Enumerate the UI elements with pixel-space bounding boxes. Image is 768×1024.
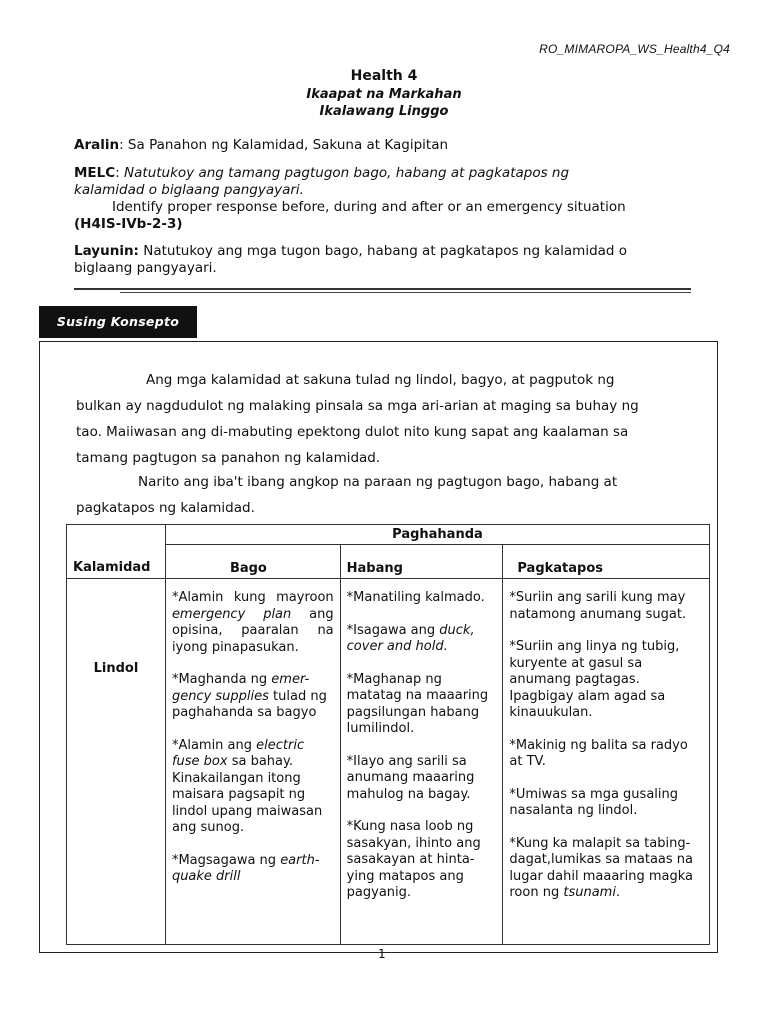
section-tag: Susing Konsepto [39,306,197,338]
intro-line: tamang pagtugon sa panahon ng kalamidad. [76,450,381,466]
layunin-block [74,243,704,277]
pagkatapos-header-cell [503,545,710,579]
habang-item: *Maghanap ng matatag na maaaring pagsilungan habang lumilindol. [346,671,489,736]
lindol-label: Lindol [93,661,139,676]
bago-item: *Alamin ang electric fuse box sa bahay. Kinakailangan itong maisara pagsapit ng lindol upang maiwasan ang sunog. [171,737,323,835]
habang-cell [340,579,503,945]
aralin-label: Aralin [74,137,120,153]
melc-code: (H4IS-IVb-2-3) [74,216,183,232]
quarter-title: Ikaapat na Markahan [306,87,462,102]
layunin-text-1: Natutukoy ang mga tugon bago, habang at pagkatapos ng kalamidad o [143,243,628,259]
divider-thin [120,292,691,293]
pagkatapos-cell [503,579,710,945]
melc-block [74,165,704,233]
melc-text-1: Natutukoy ang tamang pagtugon bago, habang at pagkatapos ng [124,165,570,181]
paghahanda-header: Paghahanda [392,527,483,542]
kalamidad-header-cell [67,525,166,579]
pagkatapos-header: Pagkatapos [517,561,604,576]
habang-header-cell [340,545,503,579]
aralin-text: : Sa Panahon ng Kalamidad, Sakuna at Kagipitan [119,137,449,153]
intro-paragraph-2 [76,469,716,521]
lindol-cell [67,579,166,945]
pagkatapos-item: *Suriin ang sarili kung may natamong anumang sugat. [509,590,687,622]
layunin-label: Layunin: [74,243,139,259]
intro-line: tao. Maiiwasan ang di-mabuting epektong dulot nito kung sapat ang kaalaman sa [76,424,629,440]
bago-cell [165,579,340,945]
paghahanda-header-cell [165,525,709,545]
intro-line: bulkan ay nagdudulot ng malaking pinsala sa mga ari-arian at maging sa buhay ng [76,398,639,414]
layunin-text-2: biglaang pangyayari. [74,260,217,276]
divider-thick [74,288,691,290]
melc-label: MELC [74,165,116,181]
intro-paragraph-1 [76,367,716,471]
bago-item: *Alamin kung mayroon emergency plan ang opisina, paaralan na iyong pinapasukan. [171,590,334,655]
bago-item: *Magsagawa ng earth-quake drill [171,852,320,884]
habang-item: *Kung nasa loob ng sasakyan, ihinto ang sasakayan at hinta-ying matapos ang pagyanig. [346,819,481,900]
bago-header: Bago [229,561,267,576]
intro-line: Ang mga kalamidad at sakuna tulad ng lindol, bagyo, at pagputok ng [146,372,615,388]
subject-title: Health 4 [350,68,418,84]
pagkatapos-item: *Makinig ng balita sa radyo at TV. [509,737,688,769]
kalamidad-header: Kalamidad [73,560,151,575]
week-title: Ikalawang Linggo [319,104,449,119]
melc-english: Identify proper response before, during and after or an emergency situation [112,199,626,215]
aralin-line [74,137,448,154]
pagkatapos-item: *Kung ka malapit sa tabing-dagat,lumikas sa mataas na lugar dahil maaaring magka roon ng tsunami. [509,835,694,900]
bago-header-cell [165,545,340,579]
document-code: RO_MIMAROPA_WS_Health4_Q4 [539,42,730,56]
intro-line: Narito ang iba't ibang angkop na paraan ng pagtugon bago, habang at [138,474,618,490]
bago-item: *Maghanda ng emer-gency supplies tulad ng paghahanda sa bagyo [171,672,327,720]
response-table [66,524,710,945]
melc-text-2: kalamidad o biglaang pangyayari. [74,182,304,198]
habang-item: *Isagawa ang duck, cover and hold. [346,622,475,654]
habang-header: Habang [346,561,403,576]
pagkatapos-item: *Suriin ang linya ng tubig, kuryente at gasul sa anumang pagtagas. Ipagbigay alam agad sa kinauukulan. [509,639,680,720]
page-number: 1 [378,947,386,961]
melc-colon: : [115,165,120,181]
habang-item: *Ilayo ang sarili sa anumang maaaring mahulog na bagay. [346,753,475,802]
habang-item: *Manatiling kalmado. [346,590,485,605]
intro-line: pagkatapos ng kalamidad. [76,500,255,516]
pagkatapos-item: *Umiwas sa mga gusaling nasalanta ng lindol. [509,786,679,818]
